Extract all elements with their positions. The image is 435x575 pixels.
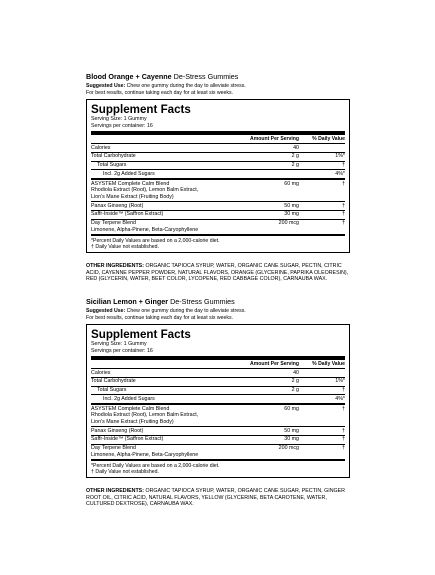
table-row <box>91 394 345 403</box>
nutrient-dv: 4%* <box>335 170 345 177</box>
nutrient-dv: † <box>342 180 345 187</box>
product-name-rest: De-Stress Gummies <box>168 297 235 306</box>
nutrient-amount <box>237 171 299 178</box>
nutrient-name: Day Terpene Blend Limonene, Alpha-Pinene, Beta-Caryophyllene <box>91 445 199 458</box>
nutrient-name: Total Sugars <box>97 162 127 169</box>
ingredients-text: ORGANIC TAPIOCA SYRUP, WATER, ORGANIC CANE SUGAR, PECTIN, CITRIC ACID, CAYENNE PEPPER POWDER, NATURAL FLAVORS, ORANGE (GLYCERINE, PAPRIKA OLEORESIN), RED (GLYCERIN, WATER, BEET COLOR, LYCOPENE, RED CABBAGE COLOR), CARNAUBA WAX. <box>86 263 349 283</box>
nutrient-name: Total Carbohydrate <box>91 153 136 160</box>
nutrient-name: Calories <box>91 144 111 151</box>
nutrient-amount: 2 g <box>291 153 299 160</box>
table-row <box>91 143 345 152</box>
nutrient-name: Panax Ginseng (Root) <box>91 427 144 434</box>
nutrient-amount: 40 <box>293 369 299 376</box>
nutrient-dv: † <box>342 427 345 434</box>
table-row <box>91 368 345 377</box>
use-label: Suggested Use: <box>86 308 126 314</box>
nutrient-amount: 60 mg <box>284 180 299 187</box>
footnote-dv: *Percent Daily Values are based on a 2,000-calorie diet. <box>91 237 220 244</box>
col-dv: % Daily Value <box>312 135 345 142</box>
nutrient-dv: 4%* <box>335 395 345 402</box>
nutrient-dv: † <box>342 220 345 227</box>
ingredients-label: OTHER INGREDIENTS: <box>86 263 144 269</box>
product-title <box>86 72 352 81</box>
table-row <box>91 152 345 161</box>
nutrient-amount: 2 g <box>291 378 299 385</box>
other-ingredients <box>86 488 352 508</box>
column-header-row <box>91 360 345 368</box>
col-amount: Amount Per Serving <box>250 135 299 142</box>
table-row <box>91 161 345 170</box>
nutrient-dv: 1%* <box>335 378 345 385</box>
nutrient-amount: 30 mg <box>284 211 299 218</box>
nutrient-name: ASYSTEM Complete Calm Blend Rhodiola Extract (Root), Lemon Balm Extract, Lion’s Mane Extract (Fruiting Body) <box>91 405 199 425</box>
servings-per-container: Servings per container: 16 <box>91 122 153 129</box>
nutrient-amount: 30 mg <box>284 436 299 443</box>
nutrient-name: Incl. 2g Added Sugars <box>103 395 155 402</box>
nutrient-amount: 2 g <box>291 387 299 394</box>
footnote-dagger: † Daily Value not established. <box>91 243 159 250</box>
nutrient-name: ASYSTEM Complete Calm Blend Rhodiola Extract (Root), Lemon Balm Extract, Lion’s Mane Extract (Fruiting Body) <box>91 180 199 200</box>
col-dv: % Daily Value <box>312 360 345 367</box>
nutrient-name: Total Sugars <box>97 387 127 394</box>
product-1 <box>86 72 352 283</box>
nutrient-name: Panax Ginseng (Root) <box>91 202 144 209</box>
use-text-2: For best results, continue taking each day for at least six weeks. <box>86 314 234 321</box>
servings-per-container: Servings per container: 16 <box>91 347 153 354</box>
footnote-dv: *Percent Daily Values are based on a 2,000-calorie diet. <box>91 462 220 469</box>
nutrient-dv: † <box>342 162 345 169</box>
ingredients-text: ORGANIC TAPIOCA SYRUP, WATER, ORGANIC CANE SUGAR, PECTIN, GINGER ROOT OIL, CITRIC ACID, NATURAL FLAVORS, YELLOW (GLYCERINE, BETA CAROTENE, WATER, CULTURED DEXTROSE), CARNAUBA WAX. <box>86 488 346 508</box>
footnote-dagger: † Daily Value not established. <box>91 468 159 475</box>
table-row <box>91 201 345 210</box>
serving-size: Serving Size: 1 Gummy <box>91 341 147 347</box>
nutrient-amount: 50 mg <box>284 427 299 434</box>
nutrient-name: Calories <box>91 369 111 376</box>
use-text-2: For best results, continue taking each day for at least six weeks. <box>86 89 234 96</box>
nutrient-dv <box>299 370 345 377</box>
nutrient-dv: 1%* <box>335 153 345 160</box>
footnotes <box>91 234 345 250</box>
nutrient-dv: † <box>342 445 345 452</box>
table-row <box>91 210 345 219</box>
suggested-use <box>86 308 352 321</box>
nutrient-amount: 40 <box>293 144 299 151</box>
nutrient-name: Saffr-Inside™ (Saffron Extract) <box>91 211 164 218</box>
use-text: Chew one gummy during the day to alleviate stress. <box>125 83 246 89</box>
table-row <box>91 377 345 386</box>
nutrient-amount: 60 mg <box>284 405 299 412</box>
table-row <box>91 435 345 444</box>
nutrient-name: Incl. 2g Added Sugars <box>103 170 155 177</box>
nutrient-dv: † <box>342 387 345 394</box>
footnotes <box>91 459 345 475</box>
nutrient-dv: † <box>342 202 345 209</box>
nutrient-amount <box>237 396 299 403</box>
nutrient-name: Total Carbohydrate <box>91 378 136 385</box>
nutrient-dv: † <box>342 436 345 443</box>
nutrient-name: Day Terpene Blend Limonene, Alpha-Pinene, Beta-Caryophyllene <box>91 220 199 233</box>
supplement-facts-panel <box>86 324 350 478</box>
other-ingredients <box>86 263 352 283</box>
table-row <box>91 219 345 234</box>
table-row <box>91 386 345 395</box>
product-name-bold: Blood Orange + Cayenne <box>86 72 172 81</box>
col-amount: Amount Per Serving <box>250 360 299 367</box>
table-row <box>91 426 345 435</box>
facts-title: Supplement Facts <box>91 103 191 116</box>
table-row <box>91 444 345 459</box>
nutrient-amount: 200 mcg <box>278 445 299 452</box>
nutrient-amount: 50 mg <box>284 202 299 209</box>
nutrient-dv <box>299 145 345 152</box>
product-name-bold: Sicilian Lemon + Ginger <box>86 297 169 306</box>
product-2 <box>86 297 352 508</box>
supplement-facts-panel <box>86 99 350 253</box>
nutrient-amount: 2 g <box>291 162 299 169</box>
table-row <box>91 169 345 178</box>
nutrient-dv: † <box>342 211 345 218</box>
facts-title: Supplement Facts <box>91 328 191 341</box>
nutrient-name: Saffr-Inside™ (Saffron Extract) <box>91 436 164 443</box>
suggested-use <box>86 83 352 96</box>
product-title <box>86 297 352 306</box>
table-row <box>91 178 345 201</box>
product-name-rest: De-Stress Gummies <box>171 72 239 81</box>
use-text: Chew one gummy during the day to alleviate stress. <box>125 308 246 314</box>
ingredients-label: OTHER INGREDIENTS: <box>86 488 144 494</box>
serving-size: Serving Size: 1 Gummy <box>91 116 147 122</box>
use-label: Suggested Use: <box>86 83 126 89</box>
nutrient-dv: † <box>342 405 345 412</box>
nutrient-amount: 200 mcg <box>278 220 299 227</box>
table-row <box>91 403 345 426</box>
column-header-row <box>91 135 345 143</box>
